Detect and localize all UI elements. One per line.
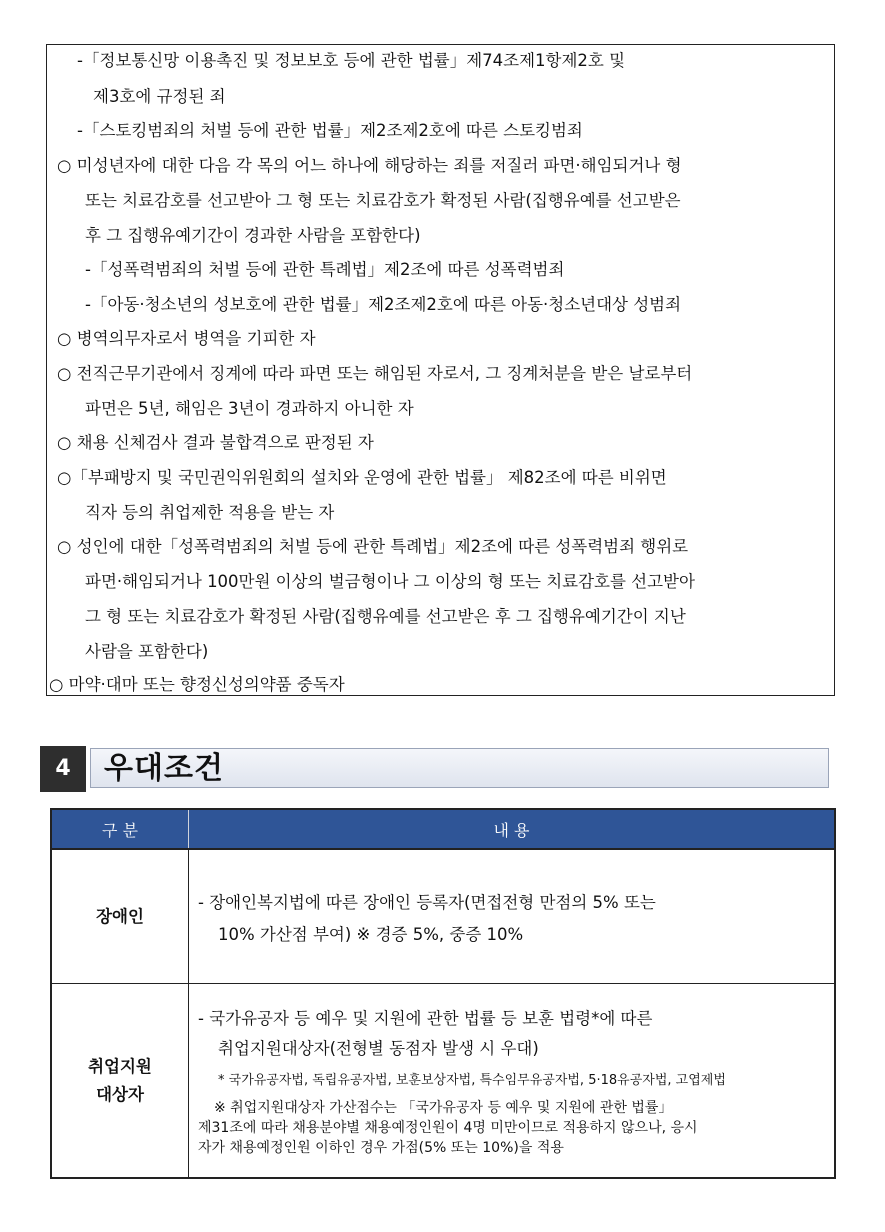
list-item: -「아동·청소년의 성보호에 관한 법률」제2조제2호에 따른 아동·청소년대상 성범죄	[85, 295, 682, 314]
row-content	[189, 849, 836, 984]
list-item-text: -「정보통신망 이용촉진 및 정보보호 등에 관한 법률」제74조제1항제2호 및	[77, 51, 626, 70]
table-header-row	[51, 809, 835, 849]
table-row	[51, 984, 835, 1179]
list-item: ○ 미성년자에 대한 다음 각 목의 어느 하나에 해당하는 죄를 저질러 파면·해임되거나 형	[57, 156, 682, 175]
list-item: -「성폭력범죄의 처벌 등에 관한 특례법」제2조에 따른 성폭력범죄	[85, 260, 565, 279]
content-line: 10% 가산점 부여) ※ 경증 5%, 중증 10%	[218, 925, 524, 944]
content-text: - 장애인복지법에 따른 장애인 등록자(면접전형 만점의 5% 또는	[198, 893, 656, 912]
list-item: 직자 등의 취업제한 적용을 받는 자	[85, 503, 335, 522]
column-header-category: 구 분	[51, 809, 189, 849]
list-item: ○ 전직근무기관에서 징계에 따라 파면 또는 해임된 자로서, 그 징계처분을 받은 날로부터	[57, 364, 693, 383]
list-item: ○ 마약·대마 또는 향정신성의약품 중독자	[49, 675, 345, 694]
note-line: 자가 채용예정인원 이하인 경우 가점(5% 또는 10%)을 적용	[198, 1140, 564, 1156]
content-line: - 국가유공자 등 예우 및 지원에 관한 법률 등 보훈 법령*에 따른	[198, 1009, 653, 1028]
section-title: 우대조건	[104, 751, 224, 786]
list-item: ○ 병역의무자로서 병역을 기피한 자	[57, 329, 316, 348]
row-category-line: 취업지원	[88, 1056, 152, 1076]
disqualification-box	[46, 44, 835, 696]
list-item: 후 그 집행유예기간이 경과한 사람을 포함한다)	[85, 226, 421, 245]
list-item: 사람을 포함한다)	[85, 642, 209, 661]
list-item: 제3호에 규정된 죄	[93, 87, 226, 106]
list-item: 파면은 5년, 해임은 3년이 경과하지 아니한 자	[85, 399, 414, 418]
row-category: 장애인	[51, 849, 189, 984]
preference-table	[50, 808, 836, 1179]
footnote: * 국가유공자법, 독립유공자법, 보훈보상자법, 특수임무유공자법, 5·18유공자법, 고엽제법	[218, 1073, 726, 1088]
list-item: ○ 채용 신체검사 결과 불합격으로 판정된 자	[57, 433, 374, 452]
list-item: -「스토킹범죄의 처벌 등에 관한 법률」제2조제2호에 따른 스토킹범죄	[77, 121, 583, 140]
note-line: 제31조에 따라 채용분야별 채용예정인원이 4명 미만이므로 적용하지 않으나, 응시	[198, 1120, 698, 1136]
row-category	[51, 984, 189, 1179]
section-header	[40, 746, 831, 792]
list-item	[77, 51, 829, 71]
list-item: 파면·해임되거나 100만원 이상의 벌금형이나 그 이상의 형 또는 치료감호를 선고받아	[85, 572, 695, 591]
list-item: ○「부패방지 및 국민권익위원회의 설치와 운영에 관한 법률」 제82조에 따른 비위면	[57, 468, 667, 487]
list-item: ○ 성인에 대한「성폭력범죄의 처벌 등에 관한 특례법」제2조에 따른 성폭력범죄 행위로	[57, 537, 689, 556]
list-item: 그 형 또는 치료감호가 확정된 사람(집행유예를 선고받은 후 그 집행유예기간이 지난	[85, 607, 686, 626]
row-content	[189, 984, 836, 1179]
content-line: 취업지원대상자(전형별 동점자 발생 시 우대)	[218, 1039, 539, 1058]
section-number: 4	[40, 746, 86, 792]
list-item: 또는 치료감호를 선고받아 그 형 또는 치료감호가 확정된 사람(집행유예를 선고받은	[85, 191, 681, 210]
row-category-line: 대상자	[96, 1084, 144, 1104]
content-line	[198, 889, 834, 913]
table-row	[51, 849, 835, 984]
note-line: ※ 취업지원대상자 가산점수는 「국가유공자 등 예우 및 지원에 관한 법률」	[214, 1100, 673, 1116]
column-header-content: 내 용	[189, 809, 836, 849]
